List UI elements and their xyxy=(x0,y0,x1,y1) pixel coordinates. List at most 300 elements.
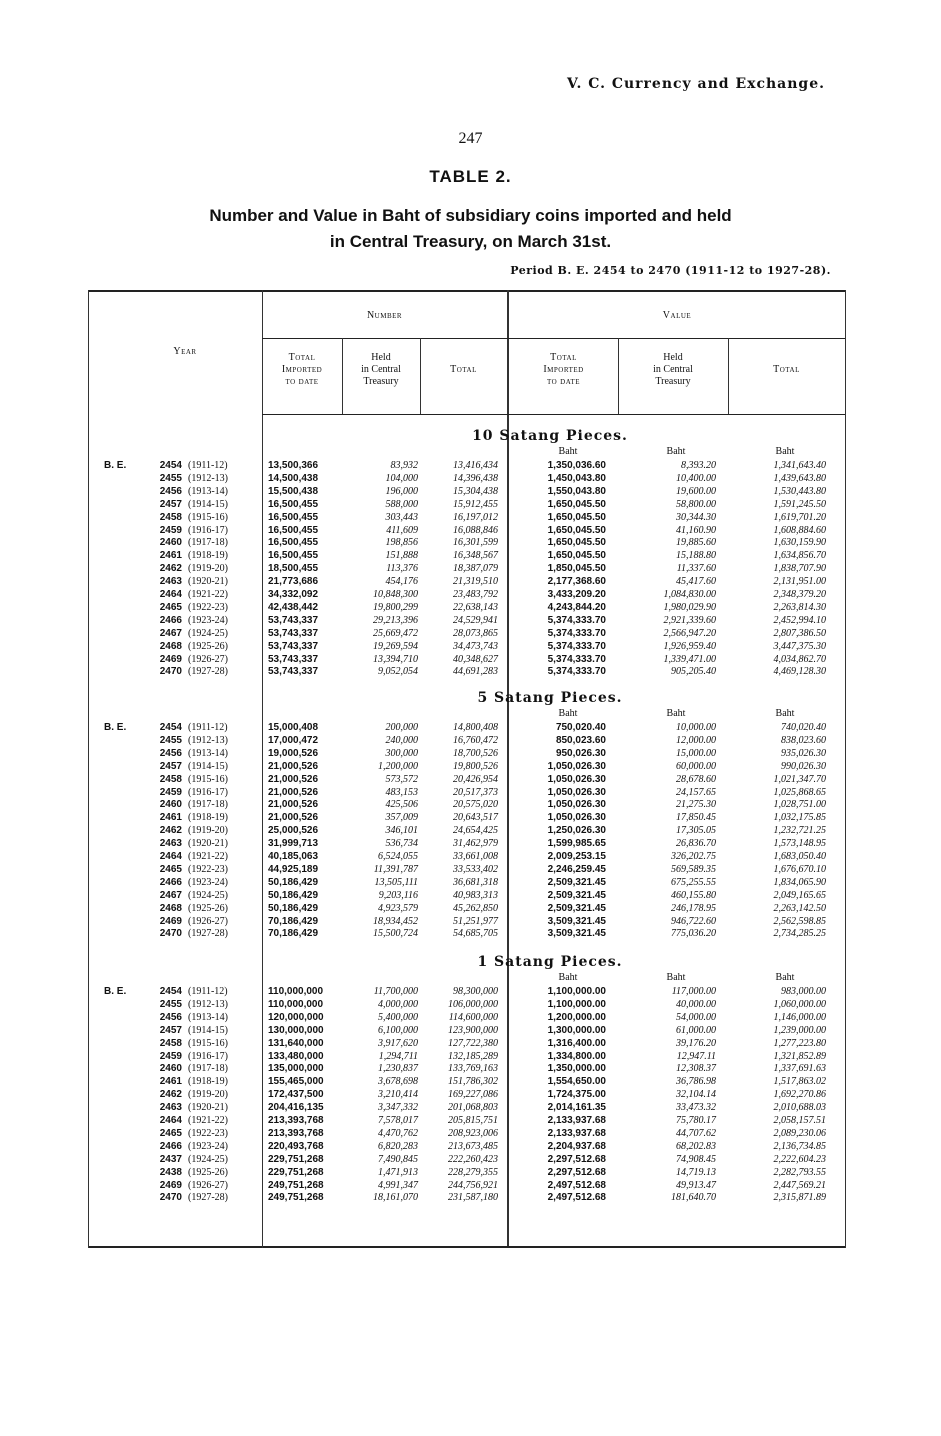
cell-vheld: 246,178.95 xyxy=(671,902,716,914)
cell-vheld: 17,850.45 xyxy=(676,812,716,824)
cell-year: 2463 xyxy=(159,576,182,588)
header-line: Treasury xyxy=(363,376,399,387)
cell-year: 2457 xyxy=(159,760,182,772)
cell-prefix: B. E. xyxy=(104,722,127,733)
cell-greg: (1923-24) xyxy=(188,614,228,626)
cell-greg: (1920-21) xyxy=(188,576,228,588)
cell-year: 2455 xyxy=(159,734,182,746)
cell-vtot: 838,023.60 xyxy=(781,734,826,746)
cell-year: 2457 xyxy=(159,498,182,510)
cell-tot: 24,529,941 xyxy=(453,614,498,626)
table-row xyxy=(0,735,941,747)
cell-imp: 15,000,408 xyxy=(268,722,319,733)
table-row xyxy=(0,1141,941,1153)
cell-year: 2437 xyxy=(159,1153,182,1165)
cell-year: 2459 xyxy=(159,786,182,798)
cell-held: 7,578,017 xyxy=(378,1115,418,1126)
cell-vtot: 990,026.30 xyxy=(781,760,826,772)
cell-greg: (1911-12) xyxy=(188,722,228,733)
cell-greg: (1927-28) xyxy=(188,928,228,940)
section-title: 5 Satang Pieces. xyxy=(477,690,623,706)
cell-vheld: 2,921,339.60 xyxy=(663,614,716,626)
cell-tot: 222,260,423 xyxy=(448,1153,498,1165)
cell-vimp: 2,497,512.68 xyxy=(547,1179,606,1191)
table-row xyxy=(0,1128,941,1140)
table-row xyxy=(0,999,941,1011)
cell-greg: (1925-26) xyxy=(188,902,228,914)
cell-greg: (1913-14) xyxy=(188,1011,228,1023)
cell-greg: (1919-20) xyxy=(188,1089,228,1101)
cell-greg: (1926-27) xyxy=(188,1179,228,1191)
cell-vtot: 2,263,142.50 xyxy=(773,902,826,914)
table-row xyxy=(0,1051,941,1063)
cell-tot: 33,533,402 xyxy=(453,863,498,875)
cell-year: 2465 xyxy=(159,863,182,875)
cell-vimp: 1,650,045.50 xyxy=(547,537,606,549)
cell-held: 151,888 xyxy=(385,550,418,562)
cell-vimp: 1,650,045.50 xyxy=(547,524,606,536)
cell-imp: 34,332,092 xyxy=(268,589,319,600)
cell-vheld: 1,980,029.90 xyxy=(663,601,716,613)
unit-label: Baht xyxy=(666,708,686,719)
cell-tot: 16,301,599 xyxy=(453,537,498,549)
cell-vheld: 28,678.60 xyxy=(676,773,716,785)
cell-year: 2463 xyxy=(159,838,182,850)
table-row xyxy=(0,1025,941,1037)
header-line: Total xyxy=(288,352,316,363)
table-row xyxy=(0,654,941,666)
cell-vimp: 1,300,000.00 xyxy=(547,1024,606,1036)
cell-vimp: 1,724,375.00 xyxy=(547,1089,606,1101)
cell-vimp: 1,050,026.30 xyxy=(547,760,606,772)
unit-label: Baht xyxy=(666,446,686,457)
cell-greg: (1914-15) xyxy=(188,760,228,772)
cell-tot: 151,786,302 xyxy=(448,1076,498,1088)
cell-year: 2469 xyxy=(159,1179,182,1191)
cell-tot: 228,279,355 xyxy=(448,1166,498,1178)
cell-imp: 19,000,526 xyxy=(268,747,319,759)
cell-vheld: 15,188.80 xyxy=(676,550,716,562)
table-row xyxy=(0,761,941,773)
cell-vimp: 3,509,321.45 xyxy=(547,928,606,940)
cell-greg: (1912-13) xyxy=(188,998,228,1010)
cell-greg: (1926-27) xyxy=(188,915,228,927)
cell-held: 303,443 xyxy=(385,511,418,523)
cell-year: 2465 xyxy=(159,601,182,613)
cell-vimp: 5,374,333.70 xyxy=(547,653,606,665)
cell-vheld: 460,155.80 xyxy=(671,889,716,901)
table-row xyxy=(0,666,941,678)
table-row xyxy=(0,1180,941,1192)
table-row xyxy=(0,486,941,498)
cell-vheld: 12,947.11 xyxy=(676,1050,716,1062)
cell-held: 411,609 xyxy=(386,524,418,536)
cell-vimp: 5,374,333.70 xyxy=(547,640,606,652)
table-row xyxy=(0,825,941,837)
cell-greg: (1915-16) xyxy=(188,1037,228,1049)
cell-vtot: 2,131,951.00 xyxy=(773,576,826,588)
cell-vimp: 1,850,045.50 xyxy=(547,563,606,575)
cell-imp: 21,000,526 xyxy=(268,812,319,824)
cell-vtot: 1,341,643.40 xyxy=(773,460,826,471)
cell-imp: 133,480,000 xyxy=(268,1050,324,1062)
table-top-rule xyxy=(88,290,846,292)
cell-imp: 50,186,429 xyxy=(268,902,319,914)
cell-vheld: 54,000.00 xyxy=(676,1011,716,1023)
cell-year: 2467 xyxy=(159,889,182,901)
cell-tot: 16,348,567 xyxy=(453,550,498,562)
cell-greg: (1927-28) xyxy=(188,1192,228,1204)
cell-greg: (1919-20) xyxy=(188,825,228,837)
cell-greg: (1921-22) xyxy=(188,589,228,600)
table-row xyxy=(0,774,941,786)
cell-vtot: 1,060,000.00 xyxy=(773,998,826,1010)
cell-held: 200,000 xyxy=(385,722,418,733)
header-col-rule xyxy=(420,338,421,414)
cell-held: 3,678,698 xyxy=(378,1076,418,1088)
cell-tot: 51,251,977 xyxy=(453,915,498,927)
header-line: Imported xyxy=(543,364,584,375)
table-row xyxy=(0,722,941,734)
cell-vheld: 675,255.55 xyxy=(671,876,716,888)
cell-year: 2459 xyxy=(159,524,182,536)
cell-held: 198,856 xyxy=(385,537,418,549)
table-row xyxy=(0,838,941,850)
cell-year: 2470 xyxy=(159,928,182,940)
cell-imp: 50,186,429 xyxy=(268,889,319,901)
cell-greg: (1917-18) xyxy=(188,799,228,811)
cell-vheld: 15,000.00 xyxy=(676,747,716,759)
cell-greg: (1925-26) xyxy=(188,1166,228,1178)
cell-greg: (1922-23) xyxy=(188,601,228,613)
cell-vheld: 12,308.37 xyxy=(676,1063,716,1075)
cell-imp: 18,500,455 xyxy=(268,563,319,575)
table-row xyxy=(0,1154,941,1166)
cell-vimp: 1,599,985.65 xyxy=(547,838,606,850)
cell-year: 2455 xyxy=(159,472,182,484)
cell-vtot: 1,608,884.60 xyxy=(773,524,826,536)
unit-label: Baht xyxy=(666,972,686,983)
cell-year: 2456 xyxy=(159,1011,182,1023)
cell-vimp: 1,550,043.80 xyxy=(547,485,606,497)
cell-vtot: 1,277,223.80 xyxy=(773,1037,826,1049)
cell-imp: 131,640,000 xyxy=(268,1037,324,1049)
cell-held: 4,470,762 xyxy=(378,1127,418,1139)
cell-vtot: 1,028,751.00 xyxy=(773,799,826,811)
cell-held: 240,000 xyxy=(385,734,418,746)
cell-greg: (1920-21) xyxy=(188,1102,228,1114)
cell-vimp: 2,009,253.15 xyxy=(547,851,606,862)
cell-vtot: 1,337,691.63 xyxy=(773,1063,826,1075)
cell-vheld: 60,000.00 xyxy=(676,760,716,772)
cell-vimp: 2,204,937.68 xyxy=(547,1140,606,1152)
cell-vheld: 40,000.00 xyxy=(676,998,716,1010)
cell-tot: 106,000,000 xyxy=(448,998,498,1010)
cell-year: 2460 xyxy=(159,537,182,549)
table-row xyxy=(0,550,941,562)
cell-vheld: 11,337.60 xyxy=(676,563,716,575)
cell-imp: 229,751,268 xyxy=(268,1153,324,1165)
header-line: Treasury xyxy=(655,376,691,387)
cell-tot: 34,473,743 xyxy=(453,640,498,652)
cell-held: 7,490,845 xyxy=(378,1153,418,1165)
cell-vimp: 5,374,333.70 xyxy=(547,666,606,678)
cell-vtot: 1,683,050.40 xyxy=(773,851,826,862)
table-row xyxy=(0,512,941,524)
cell-tot: 31,462,979 xyxy=(453,838,498,850)
cell-imp: 16,500,455 xyxy=(268,498,319,510)
header-line: Held xyxy=(371,352,391,363)
cell-tot: 20,517,373 xyxy=(453,786,498,798)
cell-vtot: 1,573,148.95 xyxy=(773,838,826,850)
unit-label: Baht xyxy=(558,446,578,457)
cell-vheld: 26,836.70 xyxy=(676,838,716,850)
cell-tot: 20,426,954 xyxy=(453,773,498,785)
cell-imp: 229,751,268 xyxy=(268,1166,324,1178)
cell-vtot: 1,676,670.10 xyxy=(773,863,826,875)
cell-greg: (1914-15) xyxy=(188,498,228,510)
cell-vimp: 2,246,259.45 xyxy=(547,863,606,875)
cell-held: 4,923,579 xyxy=(378,902,418,914)
table-row xyxy=(0,1089,941,1101)
cell-vheld: 19,885.60 xyxy=(676,537,716,549)
cell-vtot: 1,146,000.00 xyxy=(773,1011,826,1023)
cell-vheld: 1,084,830.00 xyxy=(663,589,716,600)
cell-tot: 23,483,792 xyxy=(453,589,498,600)
table-bottom-rule xyxy=(88,1246,846,1248)
cell-year: 2438 xyxy=(159,1166,182,1178)
cell-vheld: 68,202.83 xyxy=(676,1140,716,1152)
cell-vimp: 1,100,000.00 xyxy=(547,998,606,1010)
cell-greg: (1918-19) xyxy=(188,812,228,824)
cell-greg: (1924-25) xyxy=(188,889,228,901)
cell-greg: (1915-16) xyxy=(188,773,228,785)
cell-greg: (1915-16) xyxy=(188,511,228,523)
cell-vtot: 1,834,065.90 xyxy=(773,876,826,888)
cell-vimp: 1,200,000.00 xyxy=(547,1011,606,1023)
cell-vtot: 1,032,175.85 xyxy=(773,812,826,824)
cell-year: 2456 xyxy=(159,747,182,759)
cell-vtot: 2,315,871.89 xyxy=(773,1192,826,1204)
unit-label: Baht xyxy=(775,708,795,719)
cell-tot: 244,756,921 xyxy=(448,1179,498,1191)
cell-greg: (1926-27) xyxy=(188,653,228,665)
cell-held: 6,524,055 xyxy=(378,851,418,862)
cell-vimp: 1,554,650.00 xyxy=(547,1076,606,1088)
cell-vtot: 2,058,157.51 xyxy=(773,1115,826,1126)
cell-vheld: 19,600.00 xyxy=(676,485,716,497)
cell-imp: 53,743,337 xyxy=(268,666,319,678)
cell-year: 2470 xyxy=(159,1192,182,1204)
page-number: 247 xyxy=(458,130,483,147)
cell-vimp: 2,133,937.68 xyxy=(547,1127,606,1139)
cell-greg: (1922-23) xyxy=(188,1127,228,1139)
cell-tot: 201,068,803 xyxy=(448,1102,498,1114)
cell-tot: 40,348,627 xyxy=(453,653,498,665)
cell-imp: 53,743,337 xyxy=(268,653,319,665)
cell-held: 19,800,299 xyxy=(373,601,418,613)
unit-label: Baht xyxy=(775,446,795,457)
cell-tot: 16,088,846 xyxy=(453,524,498,536)
cell-year: 2455 xyxy=(159,998,182,1010)
cell-held: 1,471,913 xyxy=(378,1166,418,1178)
cell-imp: 14,500,438 xyxy=(268,472,319,484)
value-group-header: Value xyxy=(662,310,692,321)
header-line: Imported xyxy=(281,364,323,375)
cell-year: 2461 xyxy=(159,1076,182,1088)
cell-vheld: 24,157.65 xyxy=(676,786,716,798)
cell-greg: (1913-14) xyxy=(188,485,228,497)
table-row xyxy=(0,589,941,601)
cell-tot: 28,073,865 xyxy=(453,627,498,639)
cell-greg: (1927-28) xyxy=(188,666,228,678)
cell-held: 104,000 xyxy=(385,472,418,484)
cell-vtot: 1,439,643.80 xyxy=(773,472,826,484)
cell-year: 2462 xyxy=(159,563,182,575)
cell-year: 2464 xyxy=(159,1115,182,1126)
cell-imp: 42,438,442 xyxy=(268,601,319,613)
cell-vtot: 2,282,793.55 xyxy=(773,1166,826,1178)
cell-vimp: 1,050,026.30 xyxy=(547,773,606,785)
unit-label: Baht xyxy=(558,708,578,719)
cell-tot: 15,304,438 xyxy=(453,485,498,497)
header-line: Total xyxy=(550,352,577,363)
cell-year: 2460 xyxy=(159,799,182,811)
cell-vimp: 950,026.30 xyxy=(555,747,606,759)
cell-held: 3,210,414 xyxy=(378,1089,418,1101)
cell-tot: 205,815,751 xyxy=(448,1115,498,1126)
table-row xyxy=(0,641,941,653)
cell-imp: 53,743,337 xyxy=(268,627,319,639)
cell-vimp: 1,050,026.30 xyxy=(547,799,606,811)
cell-imp: 249,751,268 xyxy=(268,1179,324,1191)
cell-imp: 53,743,337 xyxy=(268,640,319,652)
cell-held: 4,000,000 xyxy=(378,998,418,1010)
table-row xyxy=(0,1102,941,1114)
cell-vimp: 2,509,321.45 xyxy=(547,889,606,901)
cell-tot: 123,900,000 xyxy=(448,1024,498,1036)
table-row xyxy=(0,890,941,902)
cell-vtot: 3,447,375.30 xyxy=(773,640,826,652)
cell-tot: 132,185,289 xyxy=(448,1050,498,1062)
table-row xyxy=(0,460,941,472)
cell-year: 2459 xyxy=(159,1050,182,1062)
cell-imp: 70,186,429 xyxy=(268,915,319,927)
cell-imp: 16,500,455 xyxy=(268,537,319,549)
cell-tot: 21,319,510 xyxy=(453,576,498,588)
cell-vimp: 1,050,026.30 xyxy=(547,812,606,824)
cell-greg: (1923-24) xyxy=(188,876,228,888)
cell-prefix: B. E. xyxy=(104,460,127,471)
cell-vimp: 1,350,036.60 xyxy=(547,460,606,471)
cell-vtot: 1,692,270.86 xyxy=(773,1089,826,1101)
cell-tot: 20,575,020 xyxy=(453,799,498,811)
cell-year: 2466 xyxy=(159,1140,182,1152)
cell-vtot: 1,634,856.70 xyxy=(773,550,826,562)
cell-vheld: 326,202.75 xyxy=(671,851,716,862)
cell-greg: (1911-12) xyxy=(188,460,228,471)
cell-imp: 130,000,000 xyxy=(268,1024,324,1036)
cell-imp: 155,465,000 xyxy=(268,1076,324,1088)
cell-vtot: 1,591,245.50 xyxy=(773,498,826,510)
table-row xyxy=(0,1076,941,1088)
cell-tot: 22,638,143 xyxy=(453,601,498,613)
header-line: in Central xyxy=(361,364,401,375)
cell-year: 2454 xyxy=(159,460,182,471)
cell-year: 2462 xyxy=(159,825,182,837)
unit-label: Baht xyxy=(775,972,795,983)
cell-year: 2468 xyxy=(159,902,182,914)
cell-imp: 21,773,686 xyxy=(268,576,319,588)
cell-imp: 17,000,472 xyxy=(268,734,319,746)
cell-greg: (1914-15) xyxy=(188,1024,228,1036)
cell-tot: 208,923,006 xyxy=(448,1127,498,1139)
table-row xyxy=(0,877,941,889)
cell-vimp: 2,509,321.45 xyxy=(547,876,606,888)
cell-tot: 127,722,380 xyxy=(448,1037,498,1049)
table-row xyxy=(0,851,941,863)
cell-vheld: 8,393.20 xyxy=(681,460,716,471)
cell-vtot: 4,034,862.70 xyxy=(773,653,826,665)
cell-held: 18,161,070 xyxy=(373,1192,418,1204)
cell-year: 2454 xyxy=(159,722,182,733)
cell-tot: 18,387,079 xyxy=(453,563,498,575)
cell-imp: 16,500,455 xyxy=(268,550,319,562)
cell-vheld: 12,000.00 xyxy=(676,734,716,746)
cell-year: 2464 xyxy=(159,589,182,600)
cell-vtot: 2,049,165.65 xyxy=(773,889,826,901)
cell-vtot: 1,838,707.90 xyxy=(773,563,826,575)
group-header-rule xyxy=(262,338,845,339)
cell-vheld: 30,344.30 xyxy=(676,511,716,523)
cell-vtot: 740,020.40 xyxy=(781,722,826,733)
cell-vheld: 2,566,947.20 xyxy=(663,627,716,639)
cell-vimp: 1,100,000.00 xyxy=(547,986,606,997)
unit-label: Baht xyxy=(558,972,578,983)
cell-prefix: B. E. xyxy=(104,986,127,997)
cell-vheld: 61,000.00 xyxy=(676,1024,716,1036)
cell-imp: 50,186,429 xyxy=(268,876,319,888)
cell-held: 18,934,452 xyxy=(373,915,418,927)
cell-vimp: 2,509,321.45 xyxy=(547,902,606,914)
cell-tot: 98,300,000 xyxy=(453,986,498,997)
cell-vimp: 1,250,026.30 xyxy=(547,825,606,837)
cell-imp: 21,000,526 xyxy=(268,799,319,811)
table-row xyxy=(0,1192,941,1204)
cell-imp: 53,743,337 xyxy=(268,614,319,626)
cell-tot: 231,587,180 xyxy=(448,1192,498,1204)
cell-vtot: 1,517,863.02 xyxy=(773,1076,826,1088)
cell-imp: 16,500,455 xyxy=(268,511,319,523)
table-row xyxy=(0,1012,941,1024)
cell-tot: 24,654,425 xyxy=(453,825,498,837)
cell-greg: (1921-22) xyxy=(188,851,228,862)
cell-imp: 213,393,768 xyxy=(268,1127,324,1139)
cell-held: 83,932 xyxy=(390,460,418,471)
cell-year: 2466 xyxy=(159,614,182,626)
cell-greg: (1918-19) xyxy=(188,1076,228,1088)
cell-imp: 15,500,438 xyxy=(268,485,319,497)
cell-imp: 40,185,063 xyxy=(268,851,319,862)
period-caption: Period B. E. 2454 to 2470 (1911-12 to 1927-28). xyxy=(510,264,831,277)
cell-tot: 15,912,455 xyxy=(453,498,498,510)
cell-tot: 16,760,472 xyxy=(453,734,498,746)
cell-greg: (1916-17) xyxy=(188,786,228,798)
cell-greg: (1911-12) xyxy=(188,986,228,997)
cell-greg: (1920-21) xyxy=(188,838,228,850)
cell-imp: 21,000,526 xyxy=(268,786,319,798)
cell-greg: (1917-18) xyxy=(188,1063,228,1075)
